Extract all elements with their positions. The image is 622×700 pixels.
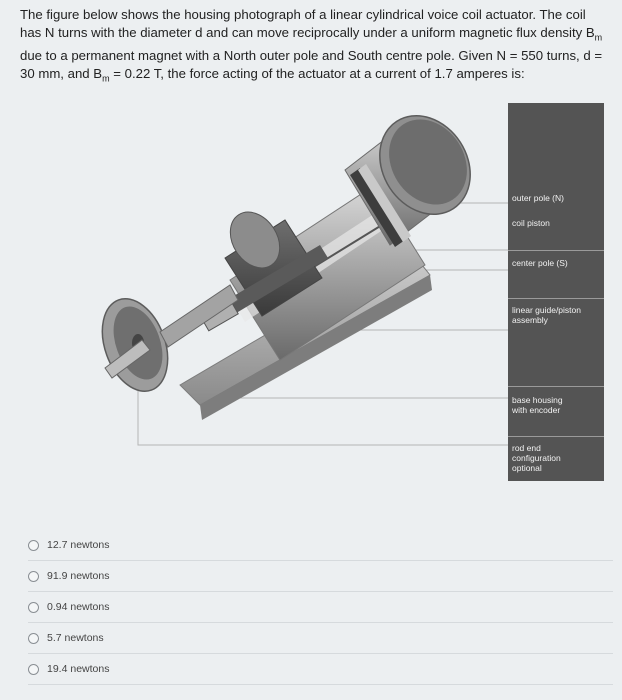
option-5[interactable] bbox=[28, 654, 613, 685]
radio-button[interactable] bbox=[28, 664, 39, 675]
option-label: 91.9 newtons bbox=[47, 570, 110, 582]
subscript-m: m bbox=[594, 32, 603, 43]
option-label: 0.94 newtons bbox=[47, 601, 110, 613]
option-label: 5.7 newtons bbox=[47, 632, 104, 644]
radio-button[interactable] bbox=[28, 571, 39, 582]
label-rod-end: rod end configuration optional bbox=[512, 443, 561, 473]
option-4[interactable] bbox=[28, 623, 613, 654]
label-outer-pole: outer pole (N) bbox=[512, 193, 564, 203]
option-label: 19.4 newtons bbox=[47, 663, 110, 675]
label-coil-piston: coil piston bbox=[512, 218, 550, 228]
label-divider-3 bbox=[508, 386, 604, 387]
radio-button[interactable] bbox=[28, 633, 39, 644]
option-label: 12.7 newtons bbox=[47, 539, 110, 551]
label-center-pole: center pole (S) bbox=[512, 258, 568, 268]
subscript-m-2: m bbox=[102, 73, 110, 84]
radio-button[interactable] bbox=[28, 602, 39, 613]
label-divider-4 bbox=[508, 436, 604, 437]
option-2[interactable] bbox=[28, 561, 613, 592]
question-text bbox=[20, 6, 610, 87]
label-divider-2 bbox=[508, 298, 604, 299]
question-part-3: = 0.22 T, the force acting of the actuator at a current of 1.7 amperes is: bbox=[109, 65, 525, 81]
label-panel bbox=[508, 103, 604, 481]
option-3[interactable] bbox=[28, 592, 613, 623]
radio-button[interactable] bbox=[28, 540, 39, 551]
question-part-1: The figure below shows the housing photograph of a linear cylindrical voice coil actuator. The coil has N turns with the diameter d and can move reciprocally under a uniform magnetic flux density B bbox=[20, 7, 595, 40]
label-linear-guide: linear guide/piston assembly bbox=[512, 305, 581, 325]
label-base-housing: base housing with encoder bbox=[512, 395, 563, 415]
label-divider-1 bbox=[508, 250, 604, 251]
option-1[interactable] bbox=[28, 530, 613, 561]
question-part-2: due to a permanent magnet with a North outer pole and South centre pole. Given N = 550 turns, d = 30 mm, and B bbox=[20, 47, 603, 81]
